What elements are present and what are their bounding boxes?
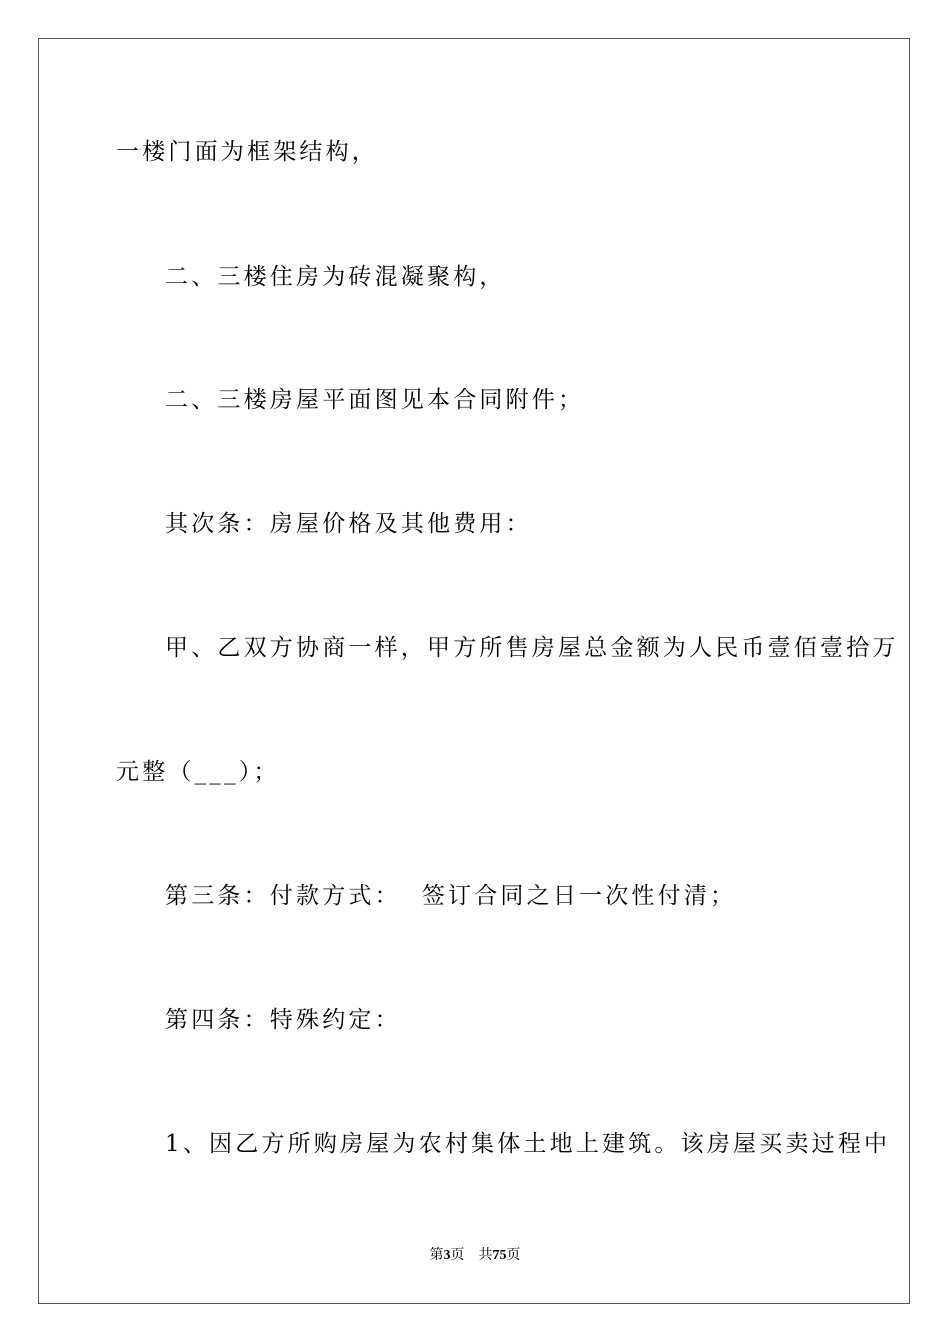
paragraph-line: 二、三楼住房为砖混凝聚构，	[165, 264, 506, 290]
footer-page-prefix: 第	[429, 1248, 444, 1263]
footer-total-suffix: 页	[506, 1248, 521, 1263]
footer-total-prefix: 共	[478, 1248, 493, 1263]
paragraph-line: 甲、乙双方协商一样，甲方所售房屋总金额为人民币壹佰壹拾万	[165, 635, 899, 661]
paragraph-line: 1、因乙方所购房屋为农村集体土地上建筑。该房屋买卖过程中	[165, 1131, 891, 1157]
paragraph-line: 第四条：特殊约定：	[165, 1007, 401, 1033]
paragraph-line: 元整（___）；	[116, 759, 280, 785]
footer-page-number: 3	[443, 1248, 451, 1263]
footer-page-suffix: 页	[450, 1248, 465, 1263]
footer-total-pages: 75	[492, 1248, 507, 1263]
page-border	[38, 38, 910, 1304]
paragraph-line: 其次条：房屋价格及其他费用：	[165, 511, 532, 537]
page-footer	[0, 1247, 950, 1265]
paragraph-line: 第三条：付款方式： 签订合同之日一次性付清；	[165, 883, 737, 909]
paragraph-line: 一楼门面为框架结构，	[116, 139, 378, 165]
paragraph-line: 二、三楼房屋平面图见本合同附件；	[165, 387, 585, 413]
